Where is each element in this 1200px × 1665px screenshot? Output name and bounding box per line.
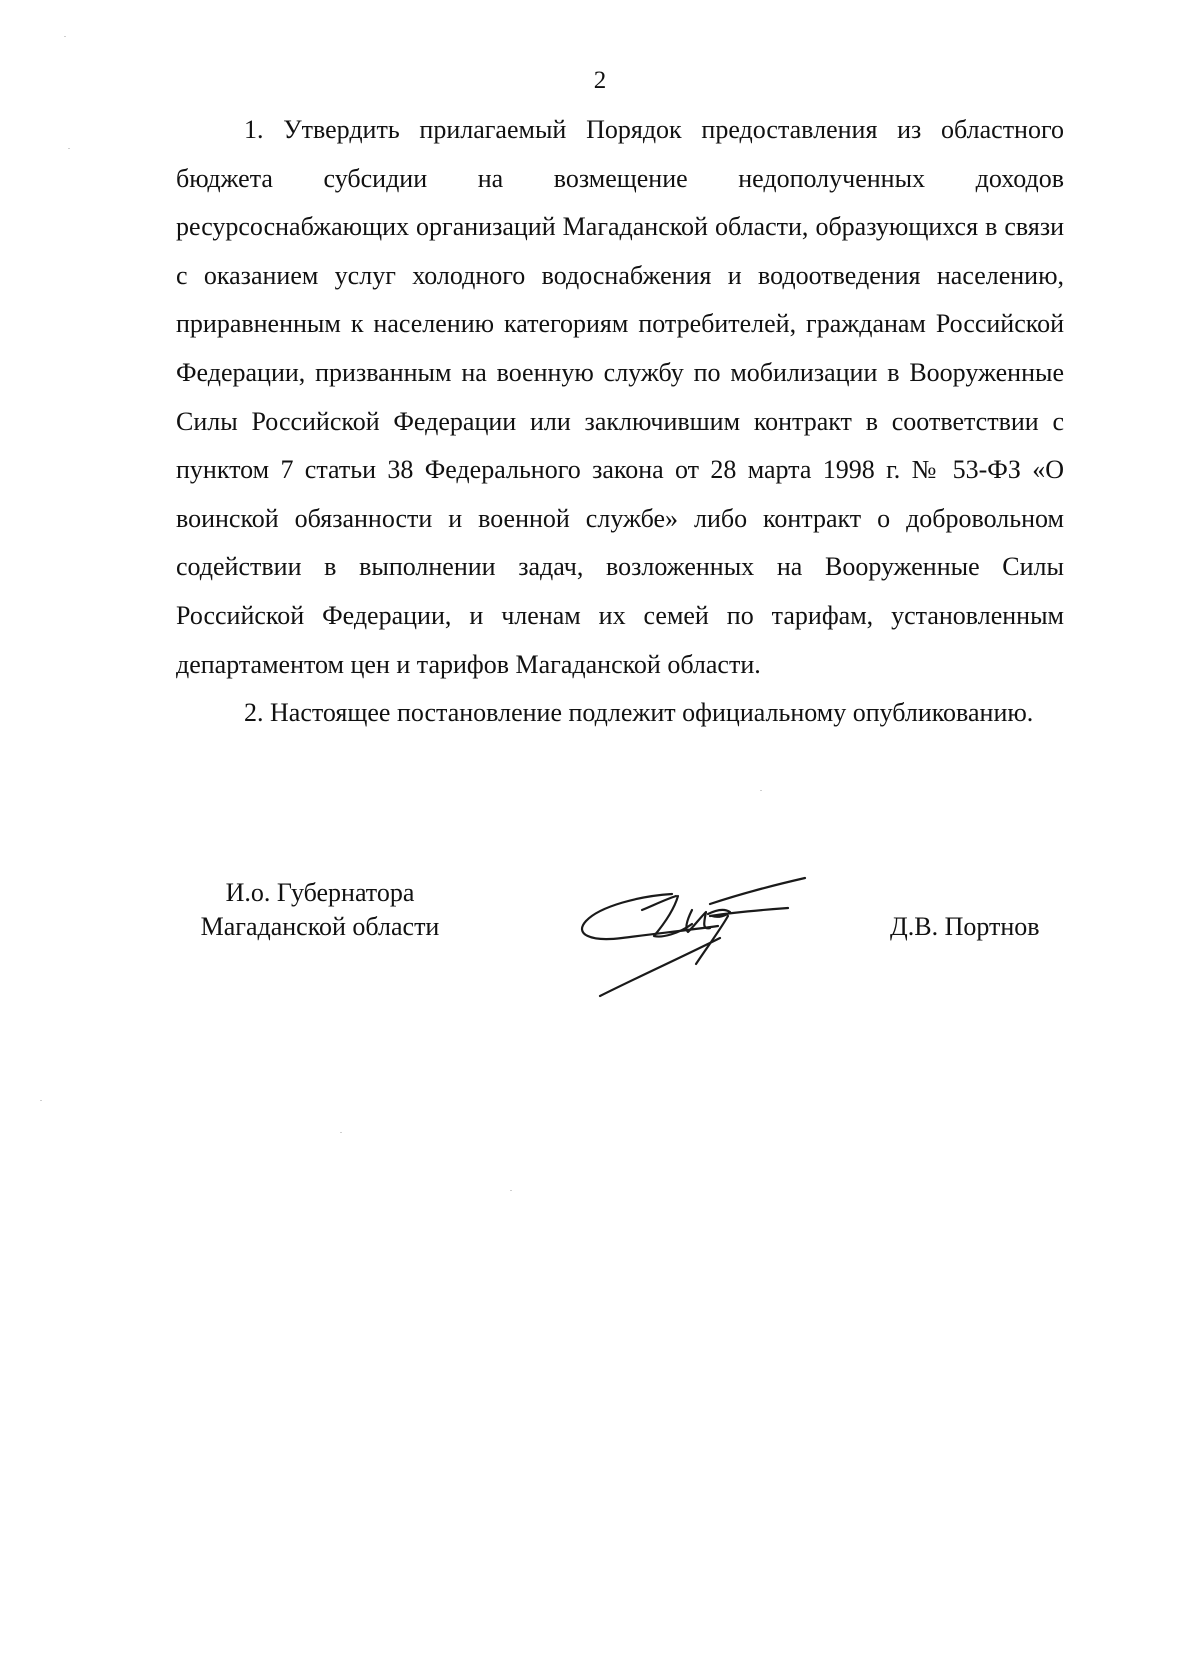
scan-speck [40,1100,42,1101]
scan-speck [64,36,66,37]
signer-position [180,876,460,944]
signer-position-line-1: И.о. Губернатора [225,878,415,907]
paragraph-1: 1. Утвердить прилагаемый Порядок предоставления из областного бюджета субсидии на возмещение недополученных доходов ресурсоснабжающих организаций Магаданской области, образующихся в связи с оказанием услуг холодного водоснабжения и водоотведения населению, приравненным к населению категориям потребителей, гражданам Российской Федерации, призванным на военную службу по мобилизации в Вооруженные Силы Российской Федерации или заключившим контракт в соответствии с пунктом 7 статьи 38 Федерального закона от 28 марта 1998 г. № 53-ФЗ «О воинской обязанности и военной службе» либо контракт о добровольном содействии в выполнении задач, возложенных на Вооруженные Силы Российской Федерации, и членам их семей по тарифам, установленным департаментом цен и тарифов Магаданской области. [176,115,1064,679]
scan-speck [510,1190,512,1191]
signature-block [0,876,1200,1016]
scan-speck [68,148,70,149]
signer-position-line-2: Магаданской области [200,912,440,941]
paragraph-2: 2. Настоящее постановление подлежит официальному опубликованию. [244,698,1034,728]
signer-name: Д.В. Портнов [890,912,1040,941]
handwritten-signature [560,866,810,1016]
scan-speck [340,1132,342,1133]
document-body [176,106,1064,738]
page-number: 2 [593,67,607,94]
scan-speck [760,790,762,791]
